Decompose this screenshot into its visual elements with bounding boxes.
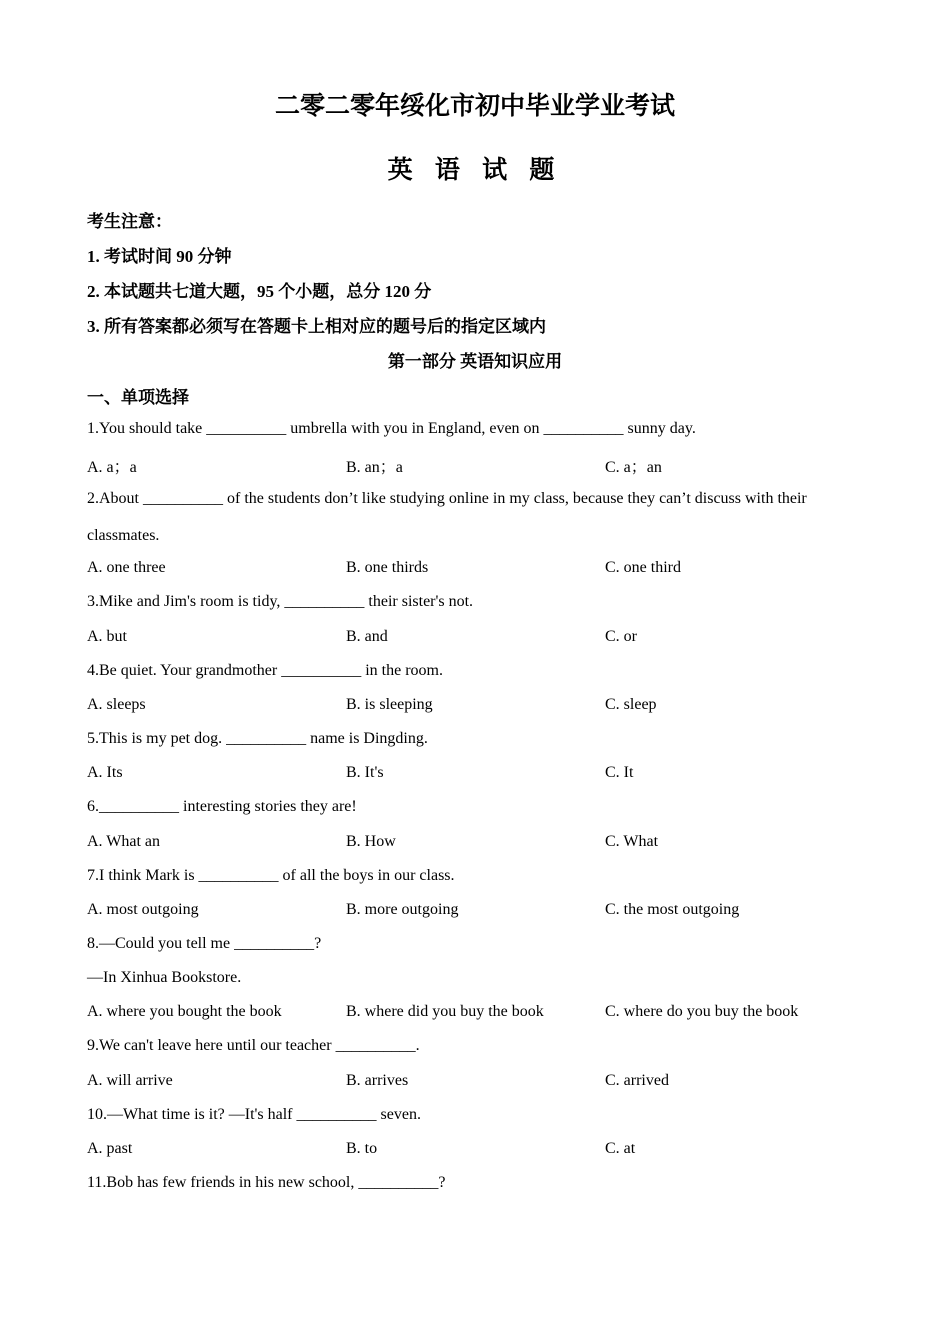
- option-b: B. is sleeping: [346, 696, 433, 713]
- option-a: A. most outgoing: [87, 901, 199, 918]
- option-c: C. or: [605, 628, 637, 645]
- option-a: A. but: [87, 628, 127, 645]
- option-a: A. past: [87, 1140, 133, 1157]
- notice-item: 1. 考试时间 90 分钟: [87, 247, 232, 266]
- option-b: B. arrives: [346, 1072, 409, 1089]
- notice-item: 3. 所有答案都必须写在答题卡上相对应的题号后的指定区域内: [87, 317, 546, 336]
- option-a: A. will arrive: [87, 1072, 173, 1089]
- question-stem: 9.We can't leave here until our teacher __________.: [87, 1037, 420, 1054]
- option-c: C. where do you buy the book: [605, 1003, 799, 1020]
- option-c: C. What: [605, 833, 659, 850]
- option-b: B. It's: [346, 764, 384, 781]
- option-b: B. where did you buy the book: [346, 1003, 544, 1020]
- section-title: 一、单项选择: [87, 388, 189, 407]
- option-b: B. to: [346, 1140, 378, 1157]
- question-stem: 1.You should take __________ umbrella with you in England, even on __________ sunny day.: [87, 420, 696, 437]
- exam-subtitle: 英 语 试 题: [387, 157, 563, 184]
- question-stem: 2.About __________ of the students don’t like studying online in my class, because they can’t discuss with their classmates.: [87, 490, 807, 544]
- option-c: C. a；an: [605, 459, 662, 476]
- question-stem: 7.I think Mark is __________ of all the boys in our class.: [87, 867, 455, 884]
- option-b: B. and: [346, 628, 388, 645]
- option-a: A. one three: [87, 559, 166, 576]
- option-c: C. It: [605, 764, 634, 781]
- part-title: 第一部分 英语知识应用: [387, 352, 563, 371]
- notice-heading: 考生注意：: [87, 212, 172, 231]
- option-a: A. a；a: [87, 459, 137, 476]
- option-b: B. How: [346, 833, 396, 850]
- question-answer-line: —In Xinhua Bookstore.: [87, 969, 242, 986]
- option-c: C. sleep: [605, 696, 657, 713]
- option-b: B. one thirds: [346, 559, 429, 576]
- option-a: A. Its: [87, 764, 123, 781]
- option-a: A. where you bought the book: [87, 1003, 282, 1020]
- option-c: C. the most outgoing: [605, 901, 740, 918]
- option-c: C. one third: [605, 559, 681, 576]
- option-a: A. sleeps: [87, 696, 146, 713]
- question-stem: 6.__________ interesting stories they are!: [87, 798, 357, 815]
- option-c: C. arrived: [605, 1072, 669, 1089]
- question-stem: 5.This is my pet dog. __________ name is Dingding.: [87, 730, 428, 747]
- notice-item: 2. 本试题共七道大题，95 个小题，总分 120 分: [87, 282, 432, 301]
- question-stem: 3.Mike and Jim's room is tidy, __________ their sister's not.: [87, 593, 474, 610]
- question-stem: 10.—What time is it? —It's half __________ seven.: [87, 1106, 421, 1123]
- question-stem: 4.Be quiet. Your grandmother __________ in the room.: [87, 662, 443, 679]
- option-a: A. What an: [87, 833, 161, 850]
- option-b: B. more outgoing: [346, 901, 459, 918]
- question-stem: 8.—Could you tell me __________?: [87, 935, 322, 952]
- question-stem: 11.Bob has few friends in his new school, __________?: [87, 1174, 446, 1191]
- option-b: B. an；a: [346, 459, 403, 476]
- option-c: C. at: [605, 1140, 636, 1157]
- exam-title: 二零二零年绥化市初中毕业学业考试: [274, 93, 675, 120]
